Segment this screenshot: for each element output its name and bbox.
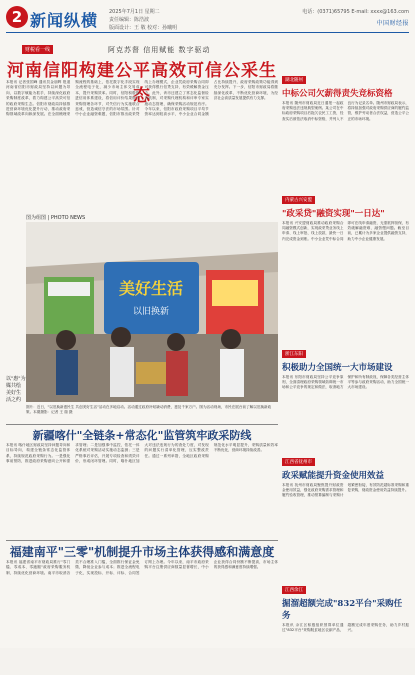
brief-title: 掘溜超额完成"832平台"采购任务 bbox=[282, 599, 403, 621]
brief-tag: 江西余江 bbox=[282, 586, 306, 594]
photo-label: 图为组图 | PHOTO NEWS bbox=[26, 215, 86, 221]
article-nanping-body: 本报讯 福建省南平市财政局推行"零门槛、零成本、零跑腿"政府采购服务机制，持续优化营商环境。南平市取消各类不合理准入门槛，全面推行保证金免缴，降低企业参与成本；推进全流程电子化，实现投标、开标、评标、合同签订网上办理。今年以来，南平市政府采购平台注册供应商数量显著增长，中小企业获得合同份额不断提高，市场主体的获得感和满意度持续增强。 bbox=[6, 560, 278, 575]
article-kashgar-body: 本报讯 喀什地区财政局坚持问题导向和目标导向，构建全链条常态化监管体系，持续规范政府采购行为。一是强化事前预防，推进政府采购意向公开和需求管理；二是加强事中监控，依托一体化系统对采购活动实施动态监测；三是严格事后评估，开展专项检查和绩效评价，形成闭环管理。同时，喀什地区加大对违法违规行为的查处力度，对发现的问题实行清单化管理，压实整改责任。通过一系列举措，全地区政府采购规范化水平明显提升，采购质量和效率不断优化，营商环境持续改善。 bbox=[6, 443, 278, 464]
brief-tag: 浙江东阳 bbox=[282, 350, 306, 358]
sign-text: 美好生活 bbox=[118, 279, 184, 298]
brief-title: 中标公司欠薪得责失竞标资格 bbox=[282, 89, 393, 99]
main-article-body: 本报讯 记者张国峰 通讯员金朋辉 报道 河南省信阳市财政局坚持以问题为导向，以数字赋能为抓手，持续深化政府采购制度改革，着力构建公平高效可信的政府采购生态。信阳市财政局持续推进营商环境优化提升行动，推动政府采购领域改革向纵深发展。在全面梳理采购流程的基础上，依托数字化手段实现全流程电子化，减少市场主体交易成本，提升采购效率。同时，信阳积极推进信用体系建设，将信用评价结果嵌入采购管理各环节，对失信行为实施联合惩戒，营造诚信守法的市场氛围。针对中小企业融资难题，信阳市推出政采贷线上办理模式，企业凭政府采购合同即可获得银行信贷支持，有效缓解资金压力。此外，该市还建立了常态化监督检查机制，对采购代理机构和评审专家实施动态管理，确保采购活动规范有序。今年以来，信阳市政府采购项目平均节资率达到较高水平，中小企业合同金额占比持续提升，政府采购政策功能得到充分发挥。下一步，信阳市财政局将继续深化改革，不断优化营商环境，为经济社会高质量发展提供有力支撑。 bbox=[6, 80, 278, 117]
brief-xinganmeng bbox=[282, 186, 409, 341]
news-photo bbox=[26, 222, 278, 402]
brief-yujiang bbox=[282, 576, 409, 675]
headline-nanping: 福建南平"三零"机制提升市场主体获得感和满意度 bbox=[9, 545, 275, 559]
brief-tag: 内蒙古兴安盟 bbox=[282, 196, 315, 204]
brief-dongyang bbox=[282, 340, 409, 455]
brief-body: 本报讯 兴安盟财政局推动政府采购合同融资模式创新，实现政采贷业务线上申请、线上审批、线上放款，最快一日内完成资金到账。中小企业凭中标合同即可在线申请融资，无需抵押担保，有效破解融资难、融资慢问题。截至目前，已累计为多家企业提供融资支持，助力中小企业健康发展。 bbox=[282, 221, 409, 241]
headline-kashgar: 新疆喀什"全链条+常态化"监管筑牢政采防线 bbox=[32, 429, 252, 442]
main-column bbox=[6, 36, 278, 648]
section-tag: 财税看一线 bbox=[22, 45, 53, 54]
photo-caption: 图片：近日，"以旧换新惠民生 共创美好生活"活动在多地启动。活动通过政府补贴撬动消费，惠及千家万户。图为活动现场，市民在展台前了解以旧换新政策。本期摄影：记者 王 瑞 摄 bbox=[26, 405, 272, 414]
brief-tag: 湖北随州 bbox=[282, 76, 306, 84]
brief-title: 政采赋能提升资金使用效益 bbox=[282, 471, 385, 481]
sign-subtext: 以旧换新 bbox=[132, 307, 170, 317]
contact-info: 电话：(0371)65795 E-mail: xxxx@163.com bbox=[302, 9, 409, 15]
header-rule bbox=[6, 32, 409, 33]
photo-scene-icon bbox=[26, 222, 278, 402]
photo-side-caption: 以"惠"为媒共绘美好生活之约 bbox=[6, 376, 26, 403]
divider bbox=[6, 540, 278, 541]
main-headline: 河南信阳构建公平高效可信公采生态 bbox=[7, 61, 277, 106]
issue-editor: 责任编辑：陈浩波 bbox=[109, 17, 150, 23]
sidebar-column bbox=[282, 36, 409, 648]
slogan: 阿克苏督 信用赋能 数字驱动 bbox=[108, 46, 211, 54]
brief-title: 积极助力全国统一大市场建设 bbox=[282, 363, 393, 373]
brief-body: 本报讯 东阳市财政局坚持公平竞争原则，全面清理政府采购领域妨碍统一市场和公平竞争的规定和做法，取消地方保护和所有制歧视，保障各类经营主体平等参与政府采购活动，助力全国统一大市场建设。 bbox=[282, 375, 409, 390]
brief-tag: 江西省抚州市 bbox=[282, 458, 315, 466]
brief-fuzhou bbox=[282, 448, 409, 583]
divider bbox=[6, 424, 278, 425]
brief-body: 本报讯 随州市财政局近日通报一起政府采购违法违规典型案例。某公司在中标政府采购项目后拖欠农民工工资，经查实后被依法取消中标资格，并列入不良行为记录名单。随州市财政局表示，将持续加强对政府采购供应商的履约监管，维护劳动者合法权益，营造公平公正的市场环境。 bbox=[282, 101, 409, 121]
brand-name: 中国财经报 bbox=[376, 20, 409, 27]
brief-suizhou bbox=[282, 66, 409, 181]
page-number-badge: 2 bbox=[6, 6, 28, 28]
section-title: 新闻纵横 bbox=[30, 11, 99, 30]
issue-design: 版面设计：王 敬 校对：孙曦明 bbox=[109, 25, 178, 31]
brief-body: 本报讯 抚州市财政局聚焦提升财政资金使用效益，强化政府采购需求管理和履约验收管理，推动预算编制与采购计划紧密衔接，有效防范超标准采购和重复采购，财政资金使用效益持续提升。 bbox=[282, 483, 409, 498]
brief-title: "政采贷"融资实现"一日达" bbox=[282, 209, 385, 219]
issue-meta bbox=[109, 8, 177, 32]
issue-date: 2025年7月1日 星期二 bbox=[109, 9, 160, 15]
brief-body: 本报讯 余江区积极组织预算单位通过"832平台"采购脱贫地区农副产品，超额完成年度采购任务，助力乡村振兴。 bbox=[282, 623, 409, 633]
